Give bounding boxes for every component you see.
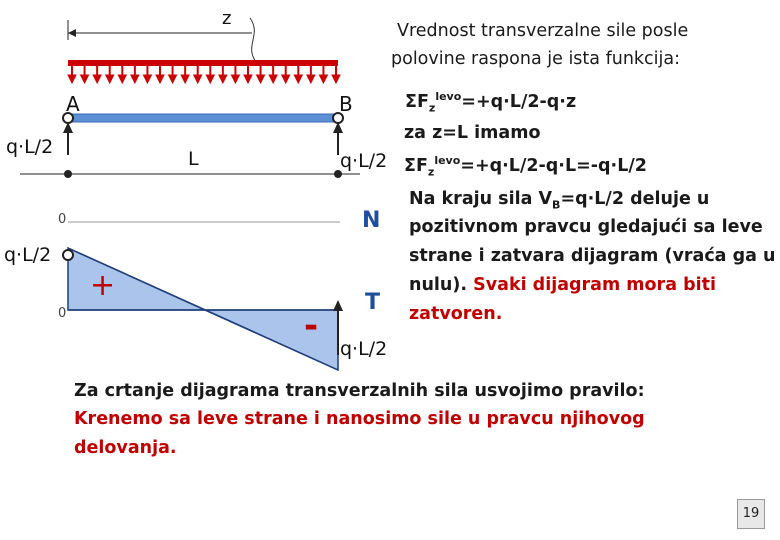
load-arrow-head: [93, 75, 101, 83]
panel-line-1: Vrednost transverzalne sile posle: [397, 21, 689, 41]
beam: [68, 114, 338, 122]
load-arrow-head: [219, 75, 227, 83]
rule-line-2: Krenemo sa leve strane i nanosimo sile u pravcu njihovog: [74, 409, 645, 429]
formula-1: $\Sigma F_z^{levo}=+q\cdot L/2-q\cdot z$: [405, 90, 577, 115]
t-zero-label: 0: [58, 306, 67, 321]
paragraph-line-3: strane i zatvara dijagram (vraća ga u: [409, 246, 776, 266]
panel-line-3: za z=L imamo: [404, 123, 541, 143]
load-arrow-head: [81, 75, 89, 83]
positive-sign: +: [90, 268, 116, 303]
load-arrow-head: [131, 75, 139, 83]
rule-line-1: Za crtanje dijagrama transverzalnih sila usvojimo pravilo:: [74, 381, 645, 401]
z-label: z: [222, 8, 232, 29]
load-arrow-head: [194, 75, 202, 83]
load-arrow-head: [169, 75, 177, 83]
shear-force-label: T: [365, 290, 381, 315]
reaction-b-arrowhead: [333, 122, 343, 133]
paragraph-line-4: nulu). Svaki dijagram mora biti: [409, 275, 716, 295]
load-arrow-head: [332, 75, 340, 83]
load-arrow-head: [282, 75, 290, 83]
t-right-value-label: q·L/2: [340, 338, 388, 360]
reaction-b-label: q·L/2: [340, 150, 388, 172]
support-b-label: B: [339, 92, 353, 116]
paragraph-line-5: zatvoren.: [409, 304, 503, 324]
reaction-a-arrowhead: [63, 122, 73, 133]
load-arrow-head: [181, 75, 189, 83]
paragraph-line-2: pozitivnom pravcu gledajući sa leve: [409, 217, 763, 237]
load-arrow-head: [244, 75, 252, 83]
load-top-line: [68, 60, 338, 66]
load-arrow-head: [118, 75, 126, 83]
load-arrow-head: [68, 75, 76, 83]
negative-sign: -: [304, 306, 319, 346]
t-left-node: [63, 250, 73, 260]
t-right-arrowhead: [333, 300, 343, 311]
t-left-value-label: q·L/2: [4, 244, 52, 266]
formula-2: $\Sigma F_z^{levo}=+q\cdot L/2-q\cdot L=-q\cdot L/2$: [404, 154, 647, 179]
load-arrow-head: [143, 75, 151, 83]
span-length-label: L: [188, 148, 199, 170]
section-cut-mark: [250, 18, 256, 62]
distributed-load: [68, 66, 340, 83]
load-arrow-head: [106, 75, 114, 83]
reaction-a-label: q·L/2: [6, 136, 54, 158]
support-a-label: A: [66, 92, 80, 116]
load-arrow-head: [294, 75, 302, 83]
paragraph-line-1: Na kraju sila $V_B=q\cdot L/2$ deluje u: [409, 189, 710, 212]
load-arrow-head: [269, 75, 277, 83]
load-arrow-head: [307, 75, 315, 83]
z-arrowhead: [68, 29, 76, 37]
normal-force-label: N: [362, 208, 381, 233]
panel-line-2: polovine raspona je ista funkcija:: [391, 49, 681, 69]
page-number: 19: [737, 499, 765, 529]
rule-line-3: delovanja.: [74, 438, 177, 458]
load-arrow-head: [231, 75, 239, 83]
load-arrow-head: [206, 75, 214, 83]
load-arrow-head: [319, 75, 327, 83]
n-zero-label: 0: [58, 212, 67, 227]
load-arrow-head: [257, 75, 265, 83]
load-arrow-head: [156, 75, 164, 83]
l-dim-start-dot: [64, 170, 72, 178]
